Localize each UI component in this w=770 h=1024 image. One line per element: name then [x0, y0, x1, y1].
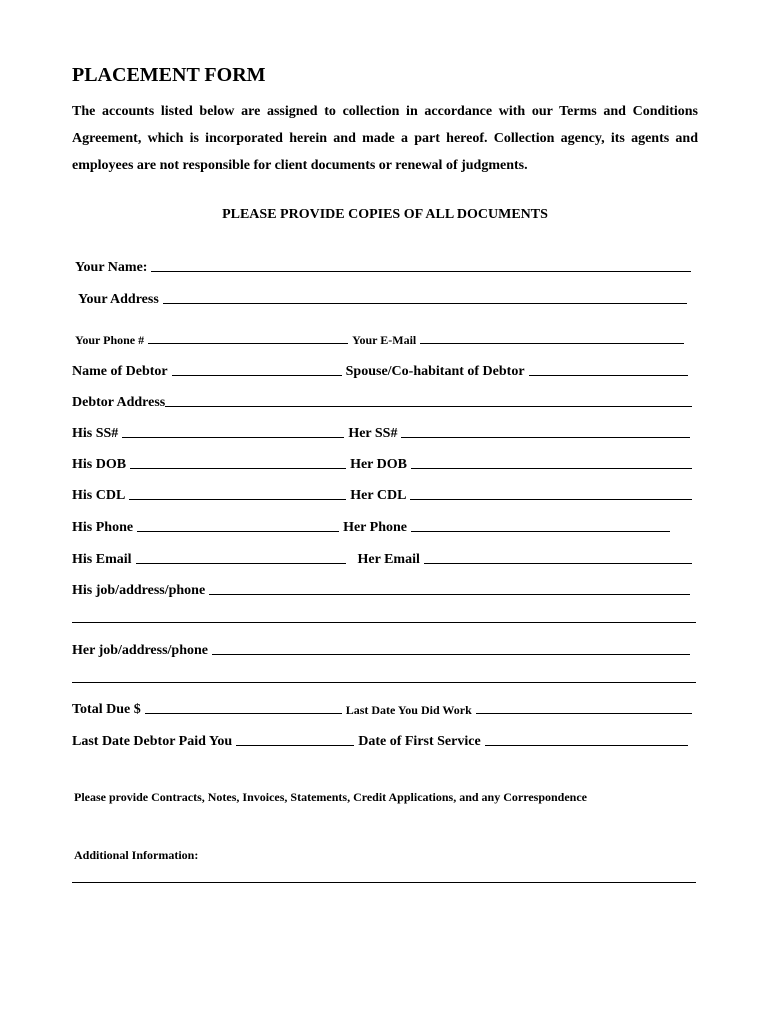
total-due-row — [72, 698, 696, 718]
his-job-label: His job/address/phone — [72, 583, 206, 598]
her-job-extra-line[interactable] — [72, 682, 696, 683]
his-ss-field[interactable] — [122, 436, 344, 438]
debtor-name-field[interactable] — [172, 374, 342, 376]
her-ss-field[interactable] — [401, 436, 690, 438]
dob-row — [72, 453, 696, 473]
last-date-paid-label: Last Date Debtor Paid You — [72, 734, 233, 749]
form-title: PLACEMENT FORM — [72, 64, 266, 86]
her-phone-label: Her Phone — [343, 520, 407, 535]
debtor-address-row — [72, 391, 696, 411]
your-phone-label: Your Phone # — [75, 333, 145, 347]
his-email-label: His Email — [72, 552, 132, 567]
his-job-field[interactable] — [209, 593, 690, 595]
your-address-label: Your Address — [78, 292, 159, 307]
additional-info-label: Additional Information: — [74, 848, 199, 862]
his-dob-field[interactable] — [130, 467, 346, 469]
your-address-row — [78, 288, 691, 308]
your-address-field[interactable] — [163, 302, 687, 304]
debtor-name-row — [72, 360, 692, 380]
payment-dates-row — [72, 730, 692, 750]
last-date-work-label: Last Date You Did Work — [345, 703, 472, 717]
provide-documents-note: Please provide Contracts, Notes, Invoices, Statements, Credit Applications, and any Correspondence — [74, 790, 587, 804]
her-dob-label: Her DOB — [350, 457, 407, 472]
last-date-work-field[interactable] — [476, 712, 692, 714]
additional-info-field[interactable] — [72, 882, 696, 883]
total-due-label: Total Due $ — [72, 702, 141, 717]
total-due-field[interactable] — [145, 712, 342, 714]
debtor-address-label: Debtor Address — [72, 395, 166, 410]
his-job-row — [72, 579, 694, 599]
her-cdl-field[interactable] — [410, 498, 692, 500]
your-name-row — [75, 256, 695, 276]
your-phone-row — [75, 328, 688, 348]
spouse-field[interactable] — [529, 374, 688, 376]
email-row — [72, 548, 696, 568]
his-cdl-label: His CDL — [72, 488, 126, 503]
your-name-field[interactable] — [151, 270, 691, 272]
spouse-label: Spouse/Co-habitant of Debtor — [345, 364, 525, 379]
phone-row — [72, 516, 674, 536]
cdl-row — [72, 484, 696, 504]
his-ss-label: His SS# — [72, 426, 119, 441]
her-dob-field[interactable] — [411, 467, 692, 469]
his-phone-label: His Phone — [72, 520, 134, 535]
her-ss-label: Her SS# — [348, 426, 398, 441]
his-email-field[interactable] — [136, 562, 346, 564]
debtor-address-field[interactable] — [165, 405, 692, 407]
intro-paragraph: The accounts listed below are assigned to collection in accordance with our Terms and Conditions Agreement, which is incorporated herein and made a part hereof. Collection agency, its agents and employees are not responsible for client documents or renewal of judgments. — [72, 104, 698, 173]
your-name-label: Your Name: — [75, 260, 148, 275]
her-email-field[interactable] — [424, 562, 692, 564]
last-date-paid-field[interactable] — [236, 744, 354, 746]
her-phone-field[interactable] — [411, 530, 670, 532]
his-job-extra-line[interactable] — [72, 622, 696, 623]
your-email-field[interactable] — [420, 342, 684, 344]
ss-row — [72, 422, 694, 442]
her-job-row — [72, 639, 694, 659]
her-cdl-label: Her CDL — [350, 488, 407, 503]
date-first-service-field[interactable] — [485, 744, 688, 746]
your-email-label: Your E-Mail — [352, 333, 417, 347]
documents-notice: PLEASE PROVIDE COPIES OF ALL DOCUMENTS — [222, 207, 548, 222]
his-dob-label: His DOB — [72, 457, 127, 472]
her-email-label: Her Email — [357, 552, 420, 567]
date-first-service-label: Date of First Service — [358, 734, 481, 749]
her-job-label: Her job/address/phone — [72, 643, 209, 658]
your-phone-field[interactable] — [148, 342, 348, 344]
debtor-name-label: Name of Debtor — [72, 364, 168, 379]
his-phone-field[interactable] — [137, 530, 339, 532]
his-cdl-field[interactable] — [129, 498, 346, 500]
her-job-field[interactable] — [212, 653, 690, 655]
